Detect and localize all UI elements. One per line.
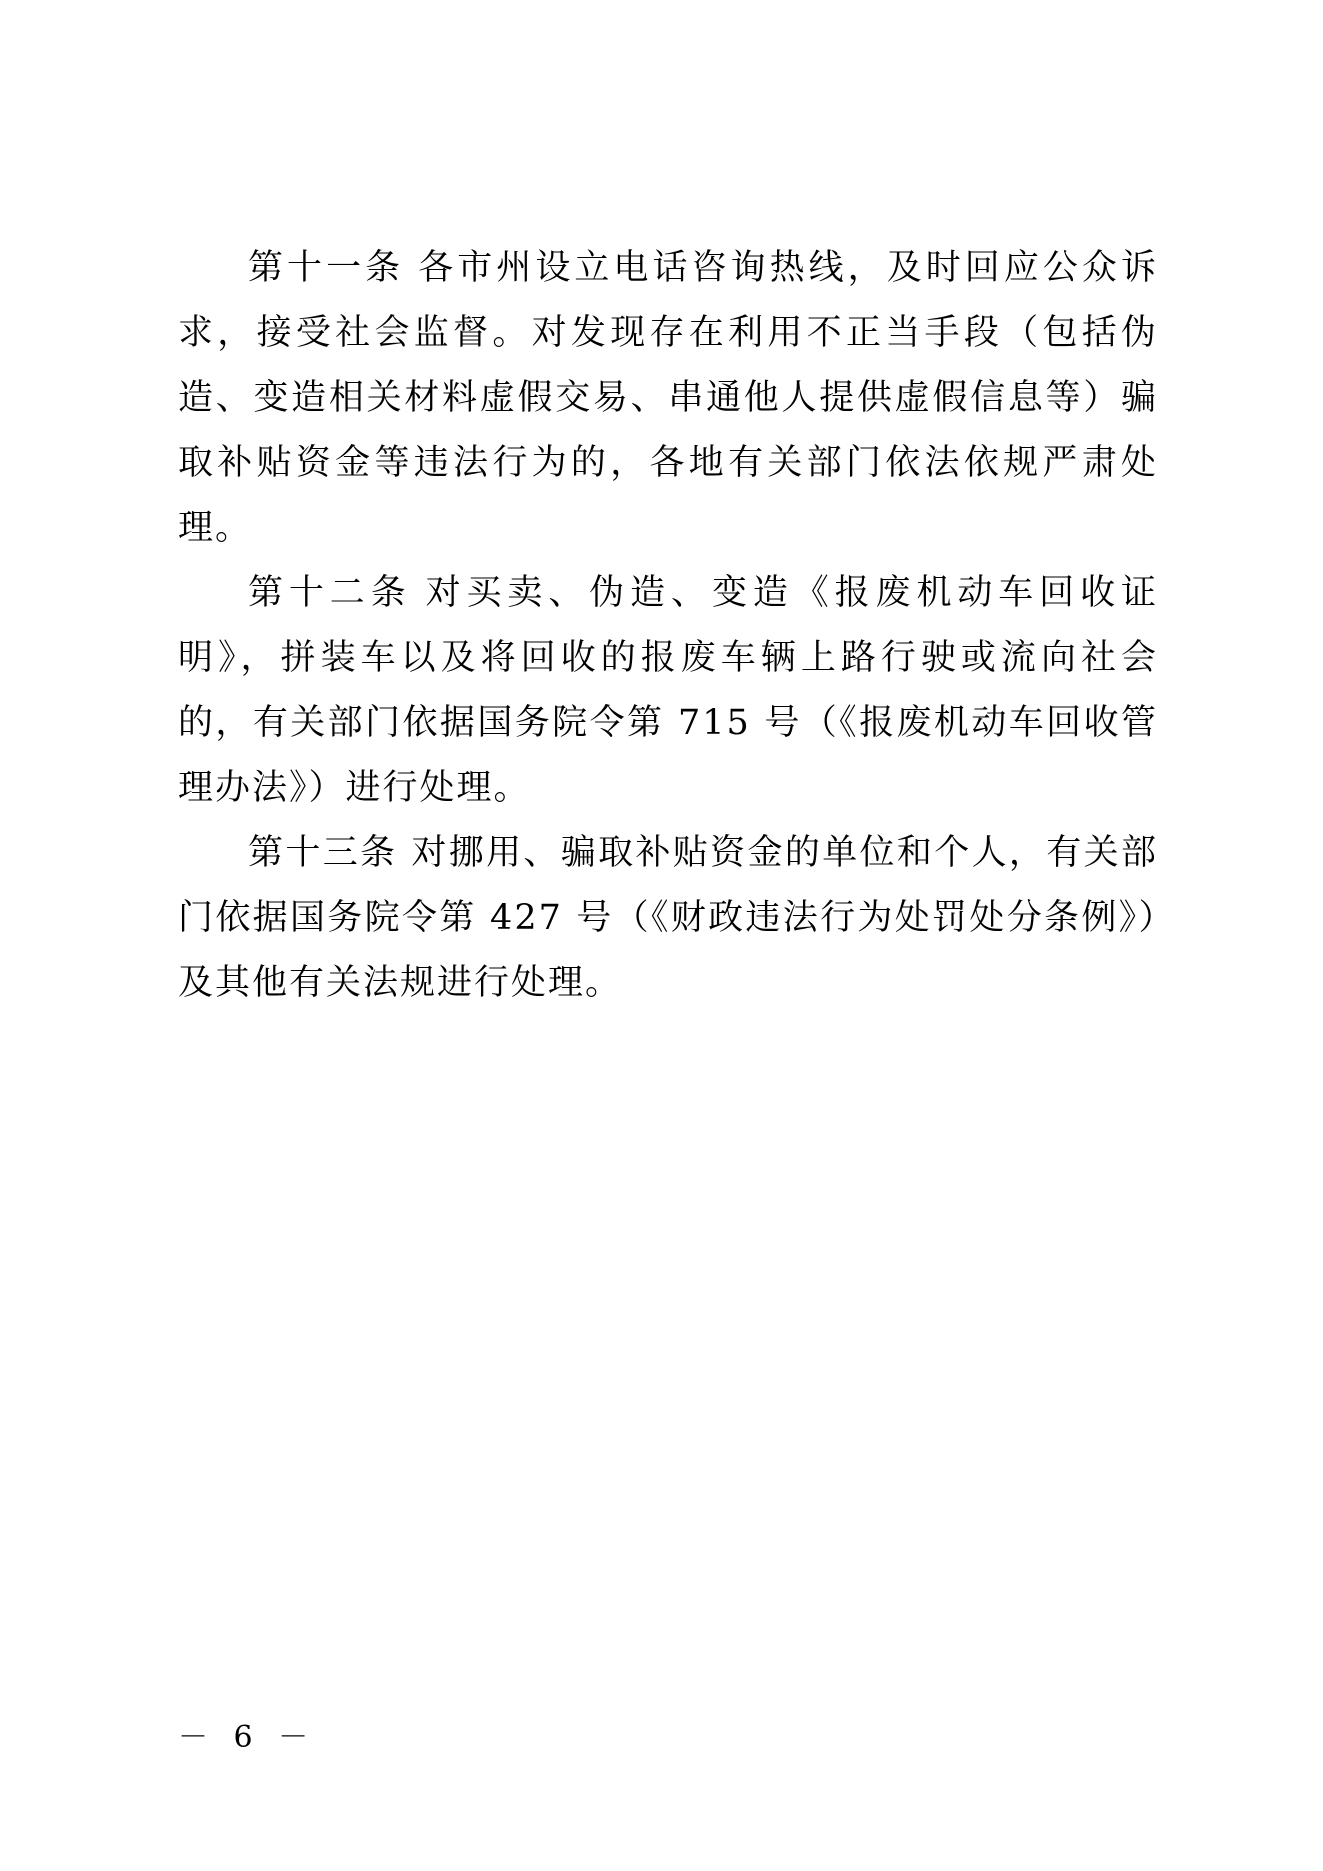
article-11 xyxy=(178,236,1158,561)
article-12-text: 对买卖、伪造、变造《报废机动车回收证明》，拼装车以及将回收的报废车辆上路行驶或流向社会的，有关部门依据国务院令第 715 号（《报废机动车回收管理办法》）进行处理。 xyxy=(178,573,1158,808)
article-12 xyxy=(178,561,1158,821)
article-11-heading: 第十一条 xyxy=(248,248,405,288)
article-13 xyxy=(178,821,1158,1016)
document-body xyxy=(178,236,1158,1016)
article-13-heading: 第十三条 xyxy=(248,833,398,873)
article-12-heading: 第十二条 xyxy=(248,573,412,613)
article-13-text: 对挪用、骗取补贴资金的单位和个人，有关部门依据国务院令第 427 号（《财政违法行为处罚处分条例》）及其他有关法规进行处理。 xyxy=(178,833,1158,1003)
page-number: － 6 － xyxy=(178,1720,317,1755)
article-11-text: 各市州设立电话咨询热线，及时回应公众诉求，接受社会监督。对发现存在利用不正当手段（包括伪造、变造相关材料虚假交易、串通他人提供虚假信息等）骗取补贴资金等违法行为的，各地有关部门依法依规严肃处理。 xyxy=(178,248,1158,548)
